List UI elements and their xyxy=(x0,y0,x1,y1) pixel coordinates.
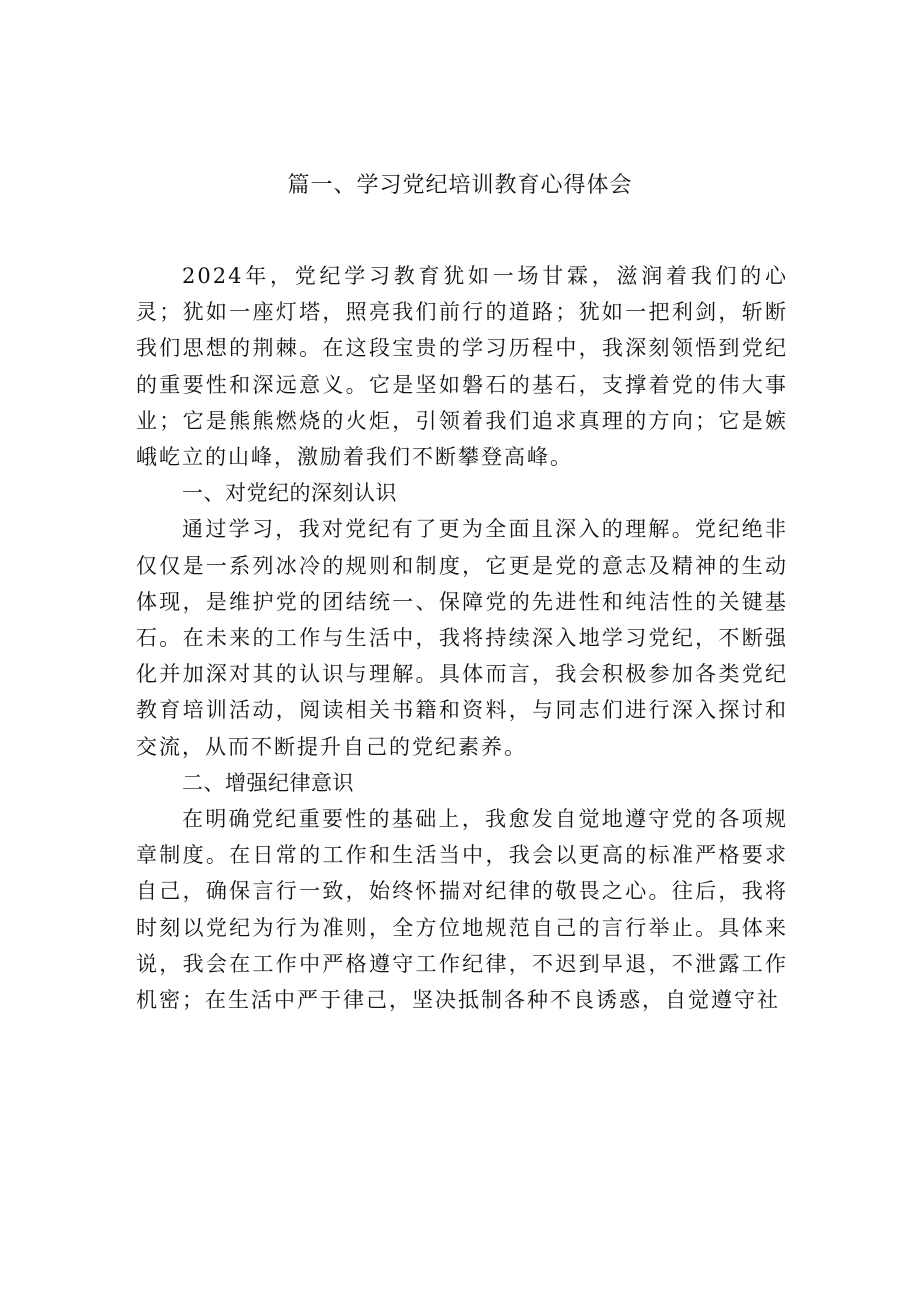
section-2-heading: 二、增强纪律意识 xyxy=(182,770,354,795)
document-body xyxy=(136,258,788,1018)
intro-paragraph: 2024年，党纪学习教育犹如一场甘霖，滋润着我们的心灵；犹如一座灯塔，照亮我们前行的道路；犹如一把利剑，斩断我们思想的荆棘。在这段宝贵的学习历程中，我深刻领悟到党纪的重要性和深远意义。它是坚如磐石的基石，支撑着党的伟大事业；它是熊熊燃烧的火炬，引领着我们追求真理的方向；它是嫉峨屹立的山峰，激励着我们不断攀登高峰。 xyxy=(136,264,788,470)
section-1-heading: 一、对党纪的深刻认识 xyxy=(182,481,397,506)
section-1-paragraph: 通过学习，我对党纪有了更为全面且深入的理解。党纪绝非仅仅是一系列冰冷的规则和制度，它更是党的意志及精神的生动体现，是维护党的团结统一、保障党的先进性和纯洁性的关键基石。在未来的工作与生活中，我将持续深入地学习党纪，不断强化并加深对其的认识与理解。具体而言，我会积极参加各类党纪教育培训活动，阅读相关书籍和资料，与同志们进行深入探讨和交流，从而不断提升自己的党纪素养。 xyxy=(136,517,788,759)
section-2-paragraph: 在明确党纪重要性的基础上，我愈发自觉地遵守党的各项规章制度。在日常的工作和生活当中，我会以更高的标准严格要求自己，确保言行一致，始终怀揣对纪律的敬畏之心。往后，我将时刻以党纪为行为准则，全方位地规范自己的言行举止。具体来说，我会在工作中严格遵守工作纪律，不迟到早退，不泄露工作机密；在生活中严于律己，坚决抵制各种不良诱惑，自觉遵守社 xyxy=(136,807,788,1013)
document-title: 篇一、学习党纪培训教育心得体会 xyxy=(287,173,633,198)
